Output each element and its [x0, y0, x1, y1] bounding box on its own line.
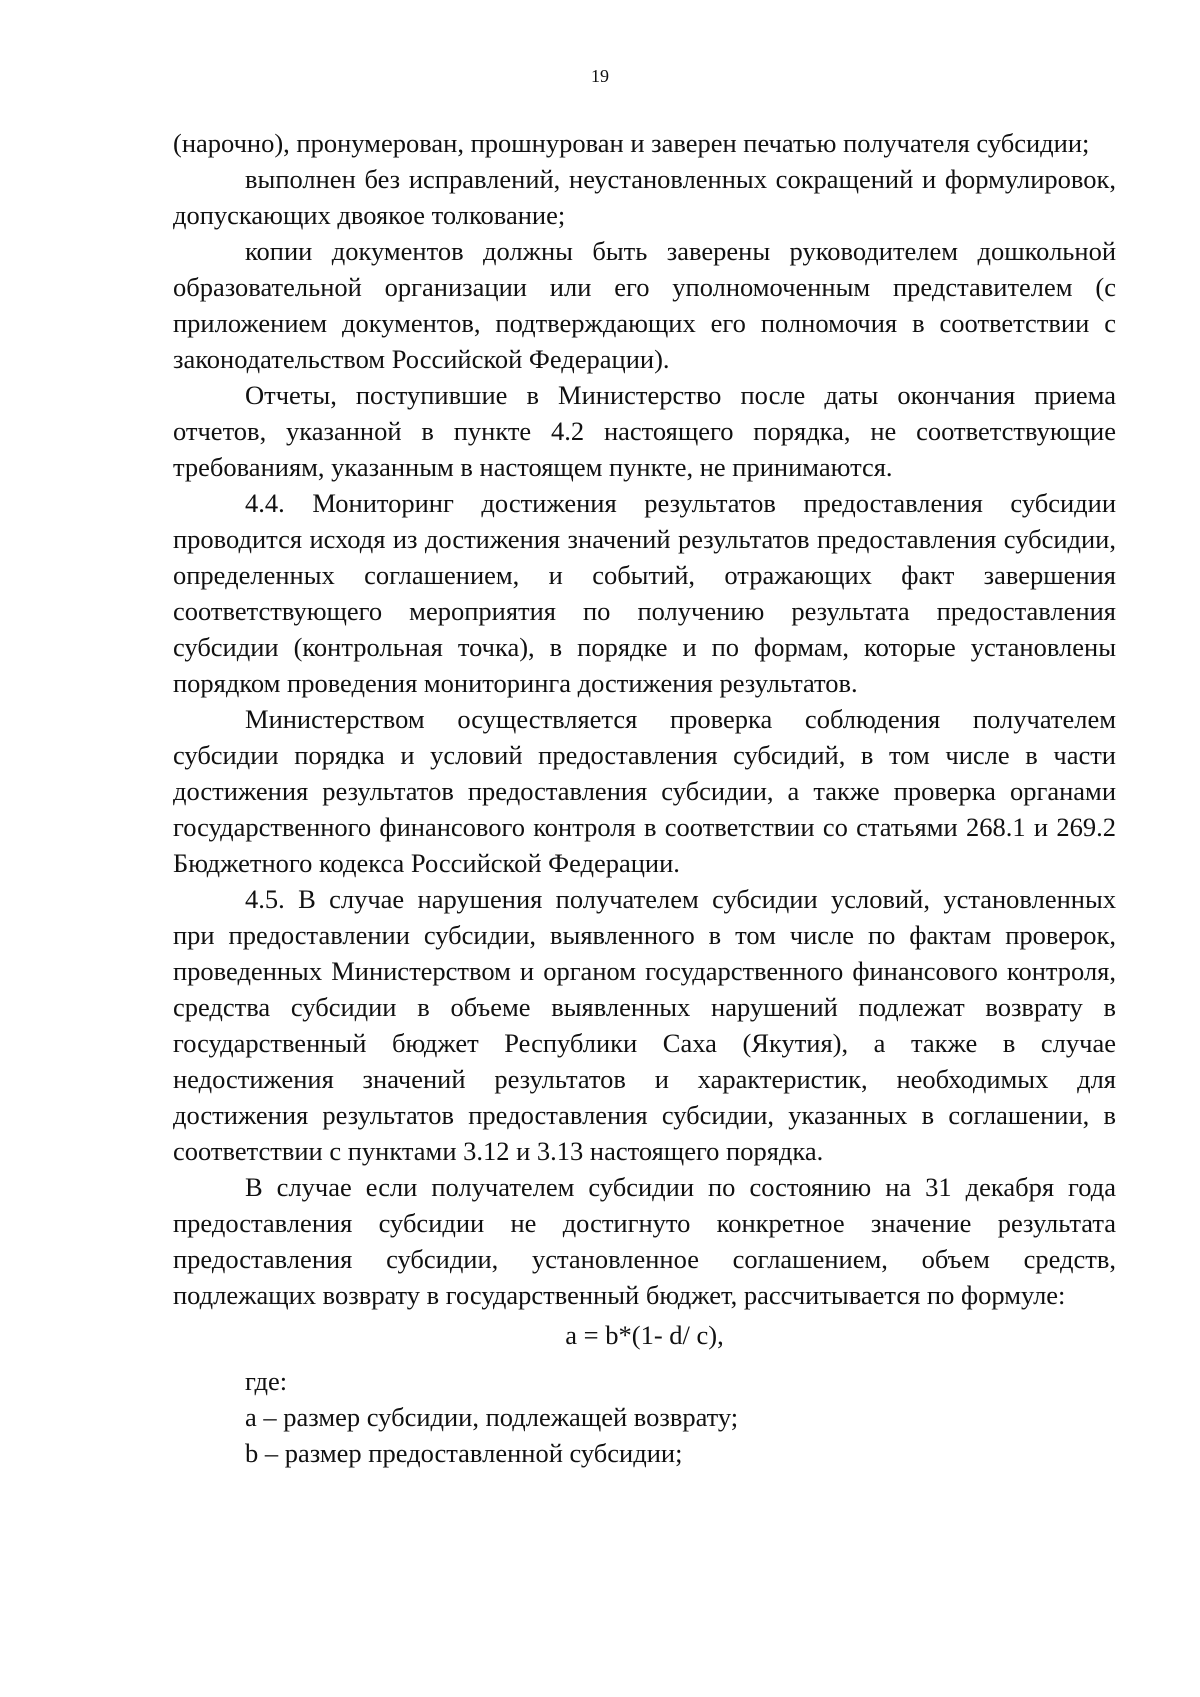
- paragraph: (нарочно), пронумерован, прошнурован и заверен печатью получателя субсидии;: [173, 128, 1090, 158]
- paragraph: Министерством осуществляется проверка соблюдения получателем субсидии порядка и условий предоставления субсидий, в том числе в части достижения результатов предоставления субсидии, а также проверка органами государственного финансового контроля в соответствии со статьями 268.1 и 269.2 Бюджетного кодекса Российской Федерации.: [173, 704, 1116, 878]
- definition-line: а – размер субсидии, подлежащей возврату;: [245, 1402, 739, 1432]
- paragraph: В случае если получателем субсидии по состоянию на 31 декабря года предоставления субсидии не достигнуто конкретное значение результата предоставления субсидии, установленное соглашением, объем средств, подлежащих возврату в государственный бюджет, рассчитывается по формуле:: [173, 1172, 1116, 1310]
- paragraph: Отчеты, поступившие в Министерство после даты окончания приема отчетов, указанной в пункте 4.2 настоящего порядка, не соответствующие требованиям, указанным в настоящем пункте, не принимаются.: [173, 380, 1116, 482]
- definition-line: где:: [245, 1366, 288, 1396]
- page-number: 19: [591, 66, 609, 86]
- paragraph: копии документов должны быть заверены руководителем дошкольной образовательной организации или его уполномоченным представителем (с приложением документов, подтверждающих его полномочия в соответствии с законодательством Российской Федерации).: [173, 236, 1116, 374]
- paragraph: выполнен без исправлений, неустановленных сокращений и формулировок, допускающих двоякое толкование;: [173, 164, 1116, 230]
- paragraph: 4.5. В случае нарушения получателем субсидии условий, установленных при предоставлении субсидии, выявленного в том числе по фактам проверок, проведенных Министерством и органом государственного финансового контроля, средства субсидии в объеме выявленных нарушений подлежат возврату в государственный бюджет Республики Саха (Якутия), а также в случае недостижения значений результатов и характеристик, необходимых для достижения результатов предоставления субсидии, указанных в соглашении, в соответствии с пунктами 3.12 и 3.13 настоящего порядка.: [173, 884, 1116, 1166]
- document-body: [173, 125, 1116, 1471]
- paragraph: 4.4. Мониторинг достижения результатов предоставления субсидии проводится исходя из достижения значений результатов предоставления субсидии, определенных соглашением, и событий, отражающих факт завершения соответствующего мероприятия по получению результата предоставления субсидии (контрольная точка), в порядке и по формам, которые установлены порядком проведения мониторинга достижения результатов.: [173, 488, 1116, 698]
- definition-line: b – размер предоставленной субсидии;: [245, 1438, 683, 1468]
- formula: a = b*(1- d/ c),: [565, 1320, 724, 1350]
